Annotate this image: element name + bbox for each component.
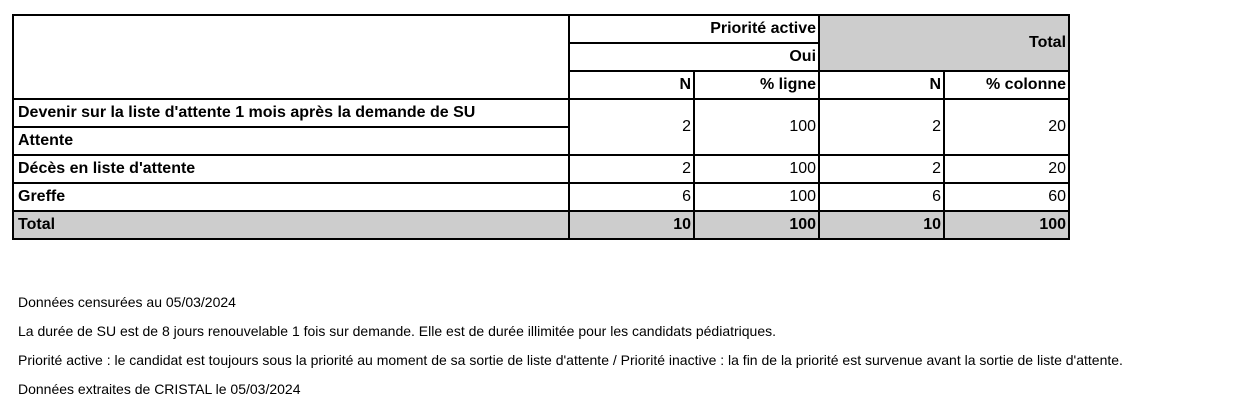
cell-total-pct-ligne: 100	[694, 211, 819, 239]
row-label-attente: Attente	[13, 127, 569, 155]
total-header: Total	[819, 15, 1069, 71]
cell-deces-pct-ligne: 100	[694, 155, 819, 183]
row-label-total: Total	[13, 211, 569, 239]
row-label-deces: Décès en liste d'attente	[13, 155, 569, 183]
cell-greffe-pct-ligne: 100	[694, 183, 819, 211]
note-censure: Données censurées au 05/03/2024	[18, 294, 236, 310]
col-header-n: N	[569, 71, 694, 99]
note-extraction: Données extraites de CRISTAL le 05/03/2024	[18, 381, 301, 397]
col-header-n-total: N	[819, 71, 944, 99]
cell-attente-pct-colonne: 20	[944, 99, 1069, 155]
corner-cell	[13, 15, 569, 99]
row-label-greffe: Greffe	[13, 183, 569, 211]
note-duree-su: La durée de SU est de 8 jours renouvelable 1 fois sur demande. Elle est de durée illimitée pour les candidats pédiatriques.	[18, 323, 777, 339]
cell-attente-pct-ligne: 100	[694, 99, 819, 155]
cell-attente-n-total: 2	[819, 99, 944, 155]
cell-total-pct-colonne: 100	[944, 211, 1069, 239]
cell-deces-n-total: 2	[819, 155, 944, 183]
cell-attente-n: 2	[569, 99, 694, 155]
table-row	[13, 183, 1069, 211]
cell-greffe-n: 6	[569, 183, 694, 211]
sub-header-oui: Oui	[569, 43, 819, 71]
cell-greffe-n-total: 6	[819, 183, 944, 211]
cell-total-n: 10	[569, 211, 694, 239]
table-row	[13, 155, 1069, 183]
note-priorite: Priorité active : le candidat est toujours sous la priorité au moment de sa sortie de liste d'attente / Priorité inactive : la fin de la priorité est survenue avant la sortie de liste d'attente.	[18, 352, 1123, 368]
cell-deces-n: 2	[569, 155, 694, 183]
footnotes	[18, 288, 1123, 404]
cell-greffe-pct-colonne: 60	[944, 183, 1069, 211]
cell-deces-pct-colonne: 20	[944, 155, 1069, 183]
results-table	[12, 14, 1070, 240]
cell-total-n-total: 10	[819, 211, 944, 239]
group-header-priorite-active: Priorité active	[569, 15, 819, 43]
total-row	[13, 211, 1069, 239]
section-title: Devenir sur la liste d'attente 1 mois après la demande de SU	[13, 99, 569, 127]
col-header-pct-ligne: % ligne	[694, 71, 819, 99]
col-header-pct-colonne: % colonne	[944, 71, 1069, 99]
